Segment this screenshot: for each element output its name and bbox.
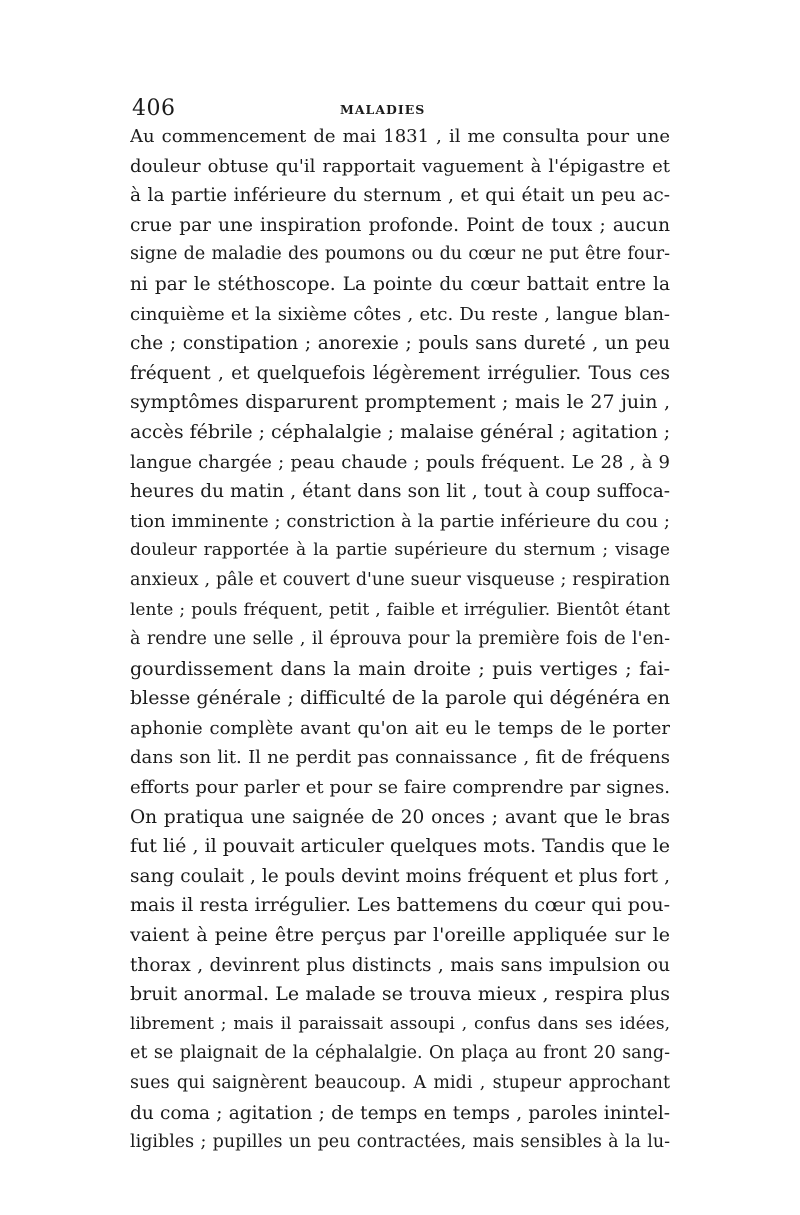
text-line: fréquent , et quelquefois légèrement irrégulier. Tous ces <box>130 362 670 384</box>
text-line: signe de maladie des poumons ou du cœur ne put être four- <box>130 244 670 265</box>
text-line: ligibles ; pupilles un peu contractées, mais sensibles à la lu- <box>130 1132 670 1153</box>
text-line: dans son lit. Il ne perdit pas connaissance , fit de fréquens <box>130 747 670 769</box>
text-line: aphonie complète avant qu'on ait eu le temps de le porter <box>130 717 670 739</box>
body-text <box>130 122 670 1158</box>
text-line: lente ; pouls fréquent, petit , faible et irrégulier. Bientôt étant <box>130 599 670 620</box>
text-line: efforts pour parler et pour se faire comprendre par signes. <box>130 777 670 799</box>
text-line: Au commencement de mai 1831 , il me consulta pour une <box>130 126 670 147</box>
text-line: cinquième et la sixième côtes , etc. Du reste , langue blan- <box>130 303 670 325</box>
text-line: blesse générale ; difficulté de la parole qui dégénéra en <box>130 687 670 710</box>
text-line: ni par le stéthoscope. La pointe du cœur battait entre la <box>130 273 670 295</box>
text-line: heures du matin , étant dans son lit , tout à coup suffoca- <box>130 481 670 503</box>
text-line: sues qui saignèrent beaucoup. A midi , stupeur approchant <box>130 1073 670 1093</box>
text-line: tion imminente ; constriction à la partie inférieure du cou ; <box>130 510 670 532</box>
text-line: à la partie inférieure du sternum , et qui était un peu ac- <box>130 185 670 207</box>
text-line: et se plaignait de la céphalalgie. On plaça au front 20 sang- <box>130 1043 670 1064</box>
text-line: accès fébrile ; céphalalgie ; malaise général ; agitation ; <box>130 420 670 443</box>
text-line: langue chargée ; peau chaude ; pouls fréquent. Le 28 , à 9 <box>130 451 670 473</box>
text-line: crue par une inspiration profonde. Point de toux ; aucun <box>130 214 670 236</box>
text-line: à rendre une selle , il éprouva pour la première fois de l'en- <box>130 629 670 650</box>
text-line: bruit anormal. Le malade se trouva mieux , respira plus <box>130 983 670 1006</box>
text-line: librement ; mais il paraissait assoupi , confus dans ses idées, <box>130 1013 670 1034</box>
text-line: symptômes disparurent promptement ; mais le 27 juin , <box>130 391 670 414</box>
text-line: fut lié , il pouvait articuler quelques mots. Tandis que le <box>130 835 670 858</box>
text-line: gourdissement dans la main droite ; puis vertiges ; fai- <box>130 657 670 680</box>
text-line: douleur rapportée à la partie supérieure du sternum ; visage <box>130 540 670 561</box>
text-line: che ; constipation ; anorexie ; pouls sans dureté , un peu <box>130 333 670 355</box>
text-line: sang coulait , le pouls devint moins fréquent et plus fort , <box>130 865 670 887</box>
text-line: anxieux , pâle et couvert d'une sueur visqueuse ; respiration <box>130 569 670 590</box>
text-line: mais il resta irrégulier. Les battemens du cœur qui pou- <box>130 894 670 917</box>
text-line: douleur obtuse qu'il rapportait vaguement à l'épigastre et <box>130 155 670 177</box>
running-head: MALADIES <box>340 102 426 117</box>
text-line: On pratiqua une saignée de 20 onces ; avant que le bras <box>130 806 670 828</box>
text-line: du coma ; agitation ; de temps en temps , paroles inintel- <box>130 1102 670 1124</box>
page-number: 406 <box>132 96 176 121</box>
text-line: thorax , devinrent plus distincts , mais sans impulsion ou <box>130 954 670 976</box>
text-line: vaient à peine être perçus par l'oreille appliquée sur le <box>130 924 670 947</box>
